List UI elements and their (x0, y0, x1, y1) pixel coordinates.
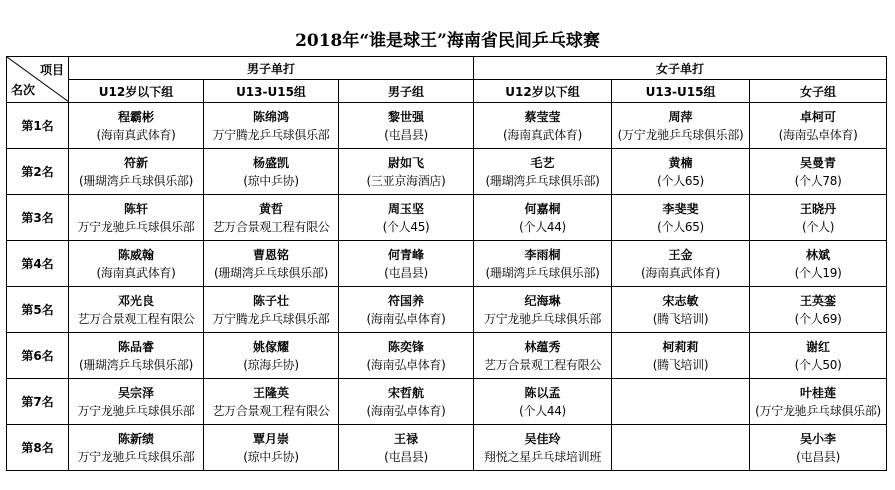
player-name: 宋哲航 (388, 385, 425, 400)
column-header-3: U12岁以下组 (474, 80, 612, 103)
player-name: 蔡莹莹 (524, 109, 561, 124)
table-row (7, 425, 887, 471)
result-cell (750, 425, 887, 471)
result-cell (612, 195, 750, 241)
player-name: 吴宗泽 (117, 385, 154, 400)
result-cell (750, 333, 887, 379)
player-name: 杨盛凯 (252, 155, 289, 170)
player-name: 陈威翰 (117, 247, 154, 262)
player-organization: (个人) (801, 219, 835, 234)
column-header-0: U12岁以下组 (69, 80, 204, 103)
player-organization: (万宁龙驰乒乓球俱乐部) (755, 403, 881, 418)
player-organization: (海南真武体育) (641, 265, 721, 280)
result-cell (204, 333, 339, 379)
player-name: 叶桂莲 (800, 385, 837, 400)
result-cell (612, 425, 750, 471)
player-organization: (海南弘卓体育) (778, 127, 858, 142)
result-cell (750, 103, 887, 149)
player-name: 卓柯可 (800, 109, 837, 124)
result-cell (339, 195, 474, 241)
player-name: 周玉坚 (388, 201, 425, 216)
result-cell (339, 241, 474, 287)
player-name: 程霸彬 (117, 109, 154, 124)
result-cell (612, 103, 750, 149)
header-row-columns (7, 80, 887, 103)
player-organization: (琼海乒协) (243, 357, 299, 372)
player-name: 尉如飞 (388, 155, 425, 170)
result-cell (204, 379, 339, 425)
player-organization: (屯昌县) (384, 127, 428, 142)
player-name: 王禄 (394, 431, 419, 446)
result-cell (750, 149, 887, 195)
player-name: 林斌 (806, 247, 831, 262)
player-name: 王隆英 (252, 385, 289, 400)
player-organization: (腾飞培训) (652, 357, 709, 372)
table-row (7, 195, 887, 241)
result-cell (474, 103, 612, 149)
result-cell (204, 149, 339, 195)
rank-label: 第6名 (7, 333, 69, 379)
player-name: 何嘉桐 (524, 201, 561, 216)
results-table (6, 56, 887, 471)
table-row (7, 103, 887, 149)
player-name: 吴曼青 (800, 155, 837, 170)
player-name: 毛艺 (530, 155, 555, 170)
result-cell (339, 287, 474, 333)
player-name: 纪海琳 (524, 293, 561, 308)
rank-label: 第3名 (7, 195, 69, 241)
player-organization: (珊瑚湾乒乓球俱乐部) (485, 265, 600, 280)
rank-label: 第4名 (7, 241, 69, 287)
player-organization: (珊瑚湾乒乓球俱乐部) (78, 357, 194, 372)
result-cell (204, 287, 339, 333)
player-organization: (个人78) (794, 173, 842, 188)
result-cell (612, 241, 750, 287)
player-organization: 万宁腾龙乒乓球俱乐部 (212, 127, 330, 142)
player-organization: 万宁龙驰乒乓球俱乐部 (77, 403, 195, 418)
player-organization: (珊瑚湾乒乓球俱乐部) (485, 173, 600, 188)
result-cell (339, 103, 474, 149)
player-name: 陈轩 (123, 201, 148, 216)
result-cell (750, 195, 887, 241)
player-name: 吴佳玲 (524, 431, 561, 446)
result-cell (204, 103, 339, 149)
player-organization: (琼中乒协) (243, 449, 299, 464)
player-organization: 万宁龙驰乒乓球俱乐部 (77, 449, 195, 464)
result-cell (204, 425, 339, 471)
player-name: 谢红 (806, 339, 831, 354)
player-organization: (个人50) (794, 357, 842, 372)
result-cell (474, 287, 612, 333)
rank-label: 第1名 (7, 103, 69, 149)
result-cell (750, 241, 887, 287)
result-cell (339, 149, 474, 195)
player-name: 符新 (123, 155, 148, 170)
table-row (7, 333, 887, 379)
table-row (7, 379, 887, 425)
result-cell (474, 333, 612, 379)
player-name: 黎世强 (388, 109, 425, 124)
player-name: 王晓丹 (800, 201, 837, 216)
player-name: 柯莉莉 (662, 339, 699, 354)
column-header-2: 男子组 (339, 80, 474, 103)
result-cell (612, 333, 750, 379)
result-cell (204, 195, 339, 241)
result-cell (750, 287, 887, 333)
player-organization: (琼中乒协) (243, 173, 299, 188)
player-organization: 艺万合景观工程有限公 (77, 311, 195, 326)
player-name: 何青峰 (388, 247, 425, 262)
result-cell (750, 379, 887, 425)
player-organization: (腾飞培训) (652, 311, 709, 326)
result-cell (474, 149, 612, 195)
player-name: 周萍 (668, 109, 693, 124)
player-organization: (个人44) (519, 219, 566, 234)
result-cell (474, 195, 612, 241)
player-name: 陈绵鸿 (252, 109, 289, 124)
player-name: 王英銮 (800, 293, 837, 308)
column-header-4: U13-U15组 (612, 80, 750, 103)
corner-header (7, 57, 69, 103)
player-organization: (个人69) (794, 311, 842, 326)
player-name: 符国养 (388, 293, 425, 308)
player-organization: (海南弘卓体育) (366, 357, 446, 372)
player-name: 陈奕锋 (388, 339, 425, 354)
player-organization: 万宁腾龙乒乓球俱乐部 (212, 311, 330, 326)
result-cell (204, 241, 339, 287)
player-organization: (个人45) (382, 219, 430, 234)
rank-label: 第5名 (7, 287, 69, 333)
table-row (7, 287, 887, 333)
section-header-male: 男子单打 (69, 57, 474, 80)
player-organization: (海南弘卓体育) (366, 311, 446, 326)
player-organization: (海南真武体育) (503, 127, 583, 142)
player-name: 陈子壮 (252, 293, 289, 308)
player-name: 王金 (668, 247, 693, 262)
result-cell (612, 287, 750, 333)
player-organization: 万宁龙驰乒乓球俱乐部 (77, 219, 195, 234)
player-organization: (三亚京海酒店) (366, 173, 446, 188)
player-organization: 万宁龙驰乒乓球俱乐部 (484, 311, 602, 326)
table-row (7, 149, 887, 195)
player-organization: 翔悦之星乒乓球培训班 (484, 449, 602, 464)
column-header-5: 女子组 (750, 80, 887, 103)
result-cell (612, 379, 750, 425)
player-organization: (珊瑚湾乒乓球俱乐部) (78, 173, 194, 188)
player-organization: (海南真武体育) (96, 127, 176, 142)
player-name: 曹恩铭 (252, 247, 289, 262)
player-organization: (珊瑚湾乒乓球俱乐部) (213, 265, 329, 280)
player-organization: 艺万合景观工程有限公 (484, 357, 602, 372)
player-name: 姚傢耀 (252, 339, 289, 354)
corner-label-item: 项目 (39, 63, 64, 77)
result-cell (339, 379, 474, 425)
rank-label: 第7名 (7, 379, 69, 425)
rank-label: 第8名 (7, 425, 69, 471)
player-name: 黄楠 (668, 155, 693, 170)
player-name: 邓光良 (117, 293, 154, 308)
player-name: 李斐斐 (662, 201, 699, 216)
result-cell (474, 241, 612, 287)
result-cell (69, 195, 204, 241)
result-cell (474, 425, 612, 471)
player-organization: (个人44) (519, 403, 566, 418)
results-body (7, 103, 887, 471)
corner-label-rank: 名次 (11, 83, 36, 97)
result-cell (69, 425, 204, 471)
player-organization: (屯昌县) (796, 449, 840, 464)
player-organization: (海南真武体育) (96, 265, 176, 280)
player-organization: (个人19) (794, 265, 842, 280)
result-cell (69, 103, 204, 149)
player-name: 宋志敏 (662, 293, 699, 308)
player-name: 陈品睿 (117, 339, 154, 354)
rank-label: 第2名 (7, 149, 69, 195)
player-name: 覃月崇 (252, 431, 289, 446)
player-name: 李雨桐 (524, 247, 561, 262)
player-organization: (海南弘卓体育) (366, 403, 446, 418)
player-name: 黄哲 (258, 201, 283, 216)
result-cell (69, 241, 204, 287)
page-title: 2018年“谁是球王”海南省民间乒乓球赛 (295, 31, 600, 51)
player-name: 林蕴秀 (524, 339, 561, 354)
result-cell (474, 379, 612, 425)
result-cell (339, 425, 474, 471)
result-cell (69, 333, 204, 379)
table-row (7, 241, 887, 287)
header-row-sections (7, 57, 887, 80)
result-cell (69, 379, 204, 425)
player-name: 陈新绩 (117, 431, 154, 446)
player-organization: 艺万合景观工程有限公 (212, 403, 330, 418)
column-header-1: U13-U15组 (204, 80, 339, 103)
player-organization: 艺万合景观工程有限公 (212, 219, 330, 234)
result-cell (69, 149, 204, 195)
result-cell (69, 287, 204, 333)
result-cell (339, 333, 474, 379)
player-name: 吴小李 (800, 431, 837, 446)
result-cell (612, 149, 750, 195)
player-name: 陈以孟 (524, 385, 561, 400)
player-organization: (屯昌县) (384, 265, 428, 280)
player-organization: (万宁龙驰乒乓球俱乐部) (617, 127, 744, 142)
player-organization: (个人65) (657, 219, 704, 234)
player-organization: (个人65) (657, 173, 704, 188)
section-header-female: 女子单打 (474, 57, 887, 80)
player-organization: (屯昌县) (384, 449, 428, 464)
